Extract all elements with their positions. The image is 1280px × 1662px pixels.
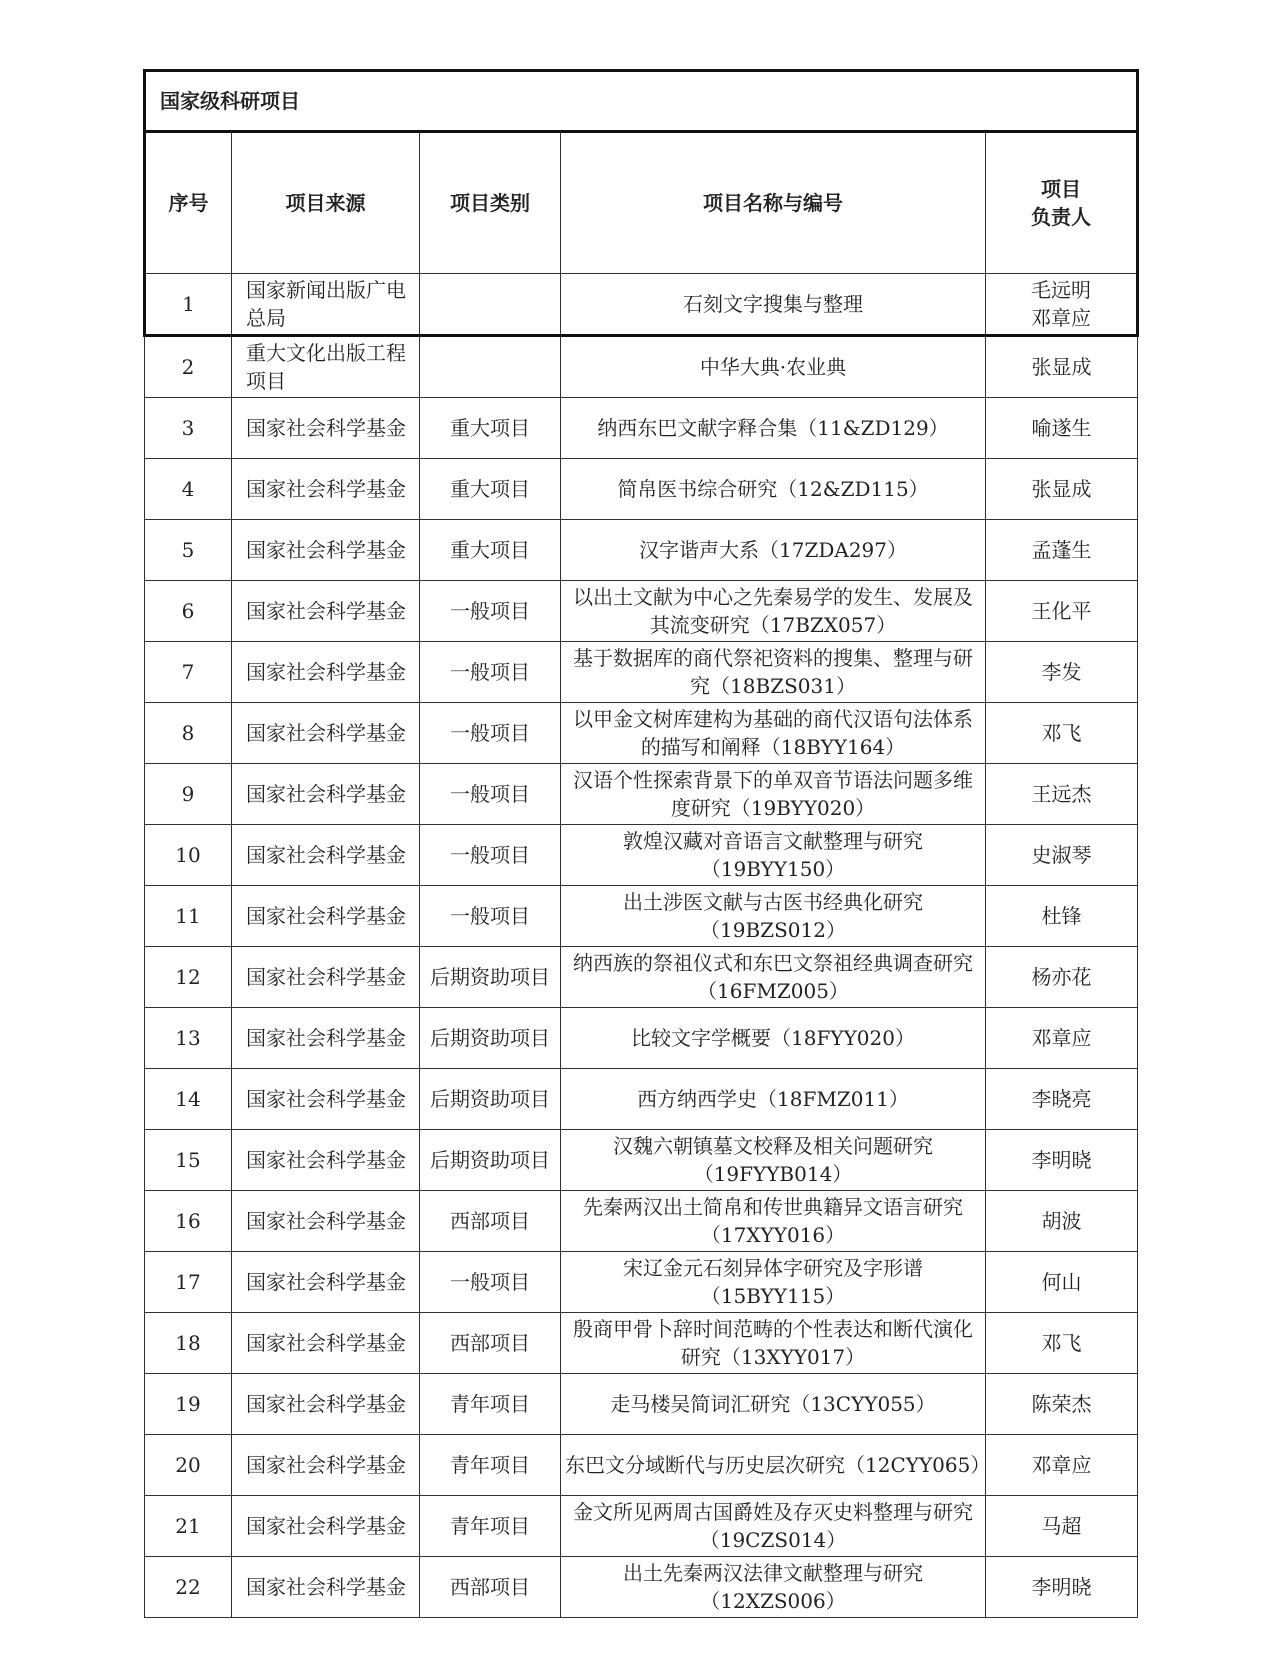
- cell-leader: 李明晓: [986, 1557, 1138, 1618]
- header-no: 序号: [145, 132, 232, 274]
- cell-name: 纳西东巴文献字释合集（11&ZD129）: [561, 398, 986, 459]
- cell-leader: 陈荣杰: [986, 1374, 1138, 1435]
- cell-name: 出土涉医文献与古医书经典化研究（19BZS012）: [561, 886, 986, 947]
- cell-source: 国家社会科学基金: [232, 1008, 420, 1069]
- projects-table-container: [143, 69, 1136, 1618]
- table-row: [145, 274, 1138, 336]
- cell-name: 石刻文字搜集与整理: [561, 274, 986, 336]
- cell-leader: 张显成: [986, 336, 1138, 398]
- cell-name: 以出土文献为中心之先秦易学的发生、发展及其流变研究（17BZX057）: [561, 581, 986, 642]
- cell-source: 国家社会科学基金: [232, 1252, 420, 1313]
- cell-category: 一般项目: [420, 581, 561, 642]
- cell-no: 22: [145, 1557, 232, 1618]
- table-row: [145, 336, 1138, 398]
- cell-leader: 李明晓: [986, 1130, 1138, 1191]
- cell-source: 国家社会科学基金: [232, 1496, 420, 1557]
- cell-name: 宋辽金元石刻异体字研究及字形谱（15BYY115）: [561, 1252, 986, 1313]
- cell-no: 2: [145, 336, 232, 398]
- table-row: [145, 764, 1138, 825]
- cell-name: 敦煌汉藏对音语言文献整理与研究（19BYY150）: [561, 825, 986, 886]
- cell-name: 中华大典·农业典: [561, 336, 986, 398]
- table-row: [145, 1191, 1138, 1252]
- cell-category: 重大项目: [420, 398, 561, 459]
- cell-source: 国家社会科学基金: [232, 398, 420, 459]
- table-row: [145, 581, 1138, 642]
- cell-category: 西部项目: [420, 1191, 561, 1252]
- cell-name: 出土先秦两汉法律文献整理与研究（12XZS006）: [561, 1557, 986, 1618]
- table-row: [145, 703, 1138, 764]
- table-row: [145, 825, 1138, 886]
- cell-category: 后期资助项目: [420, 1069, 561, 1130]
- cell-source: 国家社会科学基金: [232, 581, 420, 642]
- cell-category: 西部项目: [420, 1557, 561, 1618]
- cell-name: 先秦两汉出土简帛和传世典籍异文语言研究（17XYY016）: [561, 1191, 986, 1252]
- cell-name: 金文所见两周古国爵姓及存灭史料整理与研究（19CZS014）: [561, 1496, 986, 1557]
- cell-no: 5: [145, 520, 232, 581]
- cell-leader: 李发: [986, 642, 1138, 703]
- cell-category: 西部项目: [420, 1313, 561, 1374]
- cell-source: 国家社会科学基金: [232, 1130, 420, 1191]
- table-row: [145, 1496, 1138, 1557]
- cell-no: 4: [145, 459, 232, 520]
- cell-source: 国家社会科学基金: [232, 1191, 420, 1252]
- cell-no: 11: [145, 886, 232, 947]
- cell-source: 国家社会科学基金: [232, 520, 420, 581]
- cell-no: 9: [145, 764, 232, 825]
- cell-leader: 李晓亮: [986, 1069, 1138, 1130]
- cell-no: 12: [145, 947, 232, 1008]
- cell-source: 国家社会科学基金: [232, 947, 420, 1008]
- cell-category: 青年项目: [420, 1496, 561, 1557]
- cell-category: [420, 274, 561, 336]
- cell-no: 8: [145, 703, 232, 764]
- cell-category: 青年项目: [420, 1374, 561, 1435]
- cell-leader: 邓章应: [986, 1435, 1138, 1496]
- cell-no: 1: [145, 274, 232, 336]
- table-row: [145, 398, 1138, 459]
- cell-category: 后期资助项目: [420, 1130, 561, 1191]
- cell-category: 一般项目: [420, 825, 561, 886]
- table-row: [145, 1069, 1138, 1130]
- cell-source: 国家社会科学基金: [232, 764, 420, 825]
- cell-no: 14: [145, 1069, 232, 1130]
- cell-source: 国家社会科学基金: [232, 1069, 420, 1130]
- cell-source: 国家社会科学基金: [232, 703, 420, 764]
- cell-source: 国家社会科学基金: [232, 642, 420, 703]
- cell-no: 6: [145, 581, 232, 642]
- cell-name: 汉字谐声大系（17ZDA297）: [561, 520, 986, 581]
- cell-leader: 张显成: [986, 459, 1138, 520]
- cell-name: 纳西族的祭祖仪式和东巴文祭祖经典调查研究（16FMZ005）: [561, 947, 986, 1008]
- cell-name: 西方纳西学史（18FMZ011）: [561, 1069, 986, 1130]
- cell-name: 基于数据库的商代祭祀资料的搜集、整理与研究（18BZS031）: [561, 642, 986, 703]
- table-row: [145, 886, 1138, 947]
- cell-no: 19: [145, 1374, 232, 1435]
- cell-no: 3: [145, 398, 232, 459]
- table-row: [145, 459, 1138, 520]
- table-row: [145, 1557, 1138, 1618]
- cell-name: 以甲金文树库建构为基础的商代汉语句法体系的描写和阐释（18BYY164）: [561, 703, 986, 764]
- header-name: 项目名称与编号: [561, 132, 986, 274]
- cell-leader: 毛远明 邓章应: [986, 274, 1138, 336]
- cell-no: 21: [145, 1496, 232, 1557]
- cell-leader: 王化平: [986, 581, 1138, 642]
- table-body: [145, 274, 1138, 1618]
- cell-source: 国家社会科学基金: [232, 1435, 420, 1496]
- table-row: [145, 642, 1138, 703]
- cell-no: 15: [145, 1130, 232, 1191]
- header-leader: 项目 负责人: [986, 132, 1138, 274]
- cell-no: 13: [145, 1008, 232, 1069]
- table-row: [145, 520, 1138, 581]
- header-category: 项目类别: [420, 132, 561, 274]
- table-row: [145, 1008, 1138, 1069]
- cell-name: 比较文字学概要（18FYY020）: [561, 1008, 986, 1069]
- table-row: [145, 1252, 1138, 1313]
- cell-no: 17: [145, 1252, 232, 1313]
- cell-leader: 邓飞: [986, 703, 1138, 764]
- cell-no: 10: [145, 825, 232, 886]
- cell-leader: 马超: [986, 1496, 1138, 1557]
- cell-leader: 史淑琴: [986, 825, 1138, 886]
- cell-source: 重大文化出版工程项目: [232, 336, 420, 398]
- cell-name: 走马楼吴简词汇研究（13CYY055）: [561, 1374, 986, 1435]
- cell-name: 汉魏六朝镇墓文校释及相关问题研究（19FYYB014）: [561, 1130, 986, 1191]
- cell-source: 国家社会科学基金: [232, 1313, 420, 1374]
- cell-source: 国家社会科学基金: [232, 886, 420, 947]
- cell-no: 20: [145, 1435, 232, 1496]
- header-source: 项目来源: [232, 132, 420, 274]
- cell-category: [420, 336, 561, 398]
- cell-leader: 胡波: [986, 1191, 1138, 1252]
- cell-leader: 何山: [986, 1252, 1138, 1313]
- cell-source: 国家社会科学基金: [232, 1557, 420, 1618]
- cell-name: 殷商甲骨卜辞时间范畴的个性表达和断代演化研究（13XYY017）: [561, 1313, 986, 1374]
- cell-leader: 杨亦花: [986, 947, 1138, 1008]
- cell-category: 一般项目: [420, 886, 561, 947]
- cell-category: 青年项目: [420, 1435, 561, 1496]
- table-row: [145, 1374, 1138, 1435]
- cell-no: 18: [145, 1313, 232, 1374]
- cell-category: 重大项目: [420, 520, 561, 581]
- cell-name: 汉语个性探索背景下的单双音节语法问题多维度研究（19BYY020）: [561, 764, 986, 825]
- table-row: [145, 947, 1138, 1008]
- cell-category: 一般项目: [420, 764, 561, 825]
- cell-name: 东巴文分域断代与历史层次研究（12CYY065）: [561, 1435, 986, 1496]
- cell-leader: 孟蓬生: [986, 520, 1138, 581]
- table-row: [145, 1130, 1138, 1191]
- cell-no: 16: [145, 1191, 232, 1252]
- cell-no: 7: [145, 642, 232, 703]
- table-title: 国家级科研项目: [145, 71, 1138, 132]
- table-row: [145, 1435, 1138, 1496]
- cell-leader: 杜锋: [986, 886, 1138, 947]
- cell-category: 后期资助项目: [420, 947, 561, 1008]
- table-row: [145, 1313, 1138, 1374]
- cell-leader: 喻遂生: [986, 398, 1138, 459]
- cell-category: 一般项目: [420, 642, 561, 703]
- cell-category: 后期资助项目: [420, 1008, 561, 1069]
- cell-category: 重大项目: [420, 459, 561, 520]
- cell-source: 国家社会科学基金: [232, 825, 420, 886]
- cell-source: 国家社会科学基金: [232, 459, 420, 520]
- cell-source: 国家新闻出版广电总局: [232, 274, 420, 336]
- cell-leader: 邓飞: [986, 1313, 1138, 1374]
- national-projects-table: [143, 69, 1139, 1618]
- cell-leader: 邓章应: [986, 1008, 1138, 1069]
- cell-category: 一般项目: [420, 1252, 561, 1313]
- cell-name: 简帛医书综合研究（12&ZD115）: [561, 459, 986, 520]
- cell-source: 国家社会科学基金: [232, 1374, 420, 1435]
- cell-leader: 王远杰: [986, 764, 1138, 825]
- cell-category: 一般项目: [420, 703, 561, 764]
